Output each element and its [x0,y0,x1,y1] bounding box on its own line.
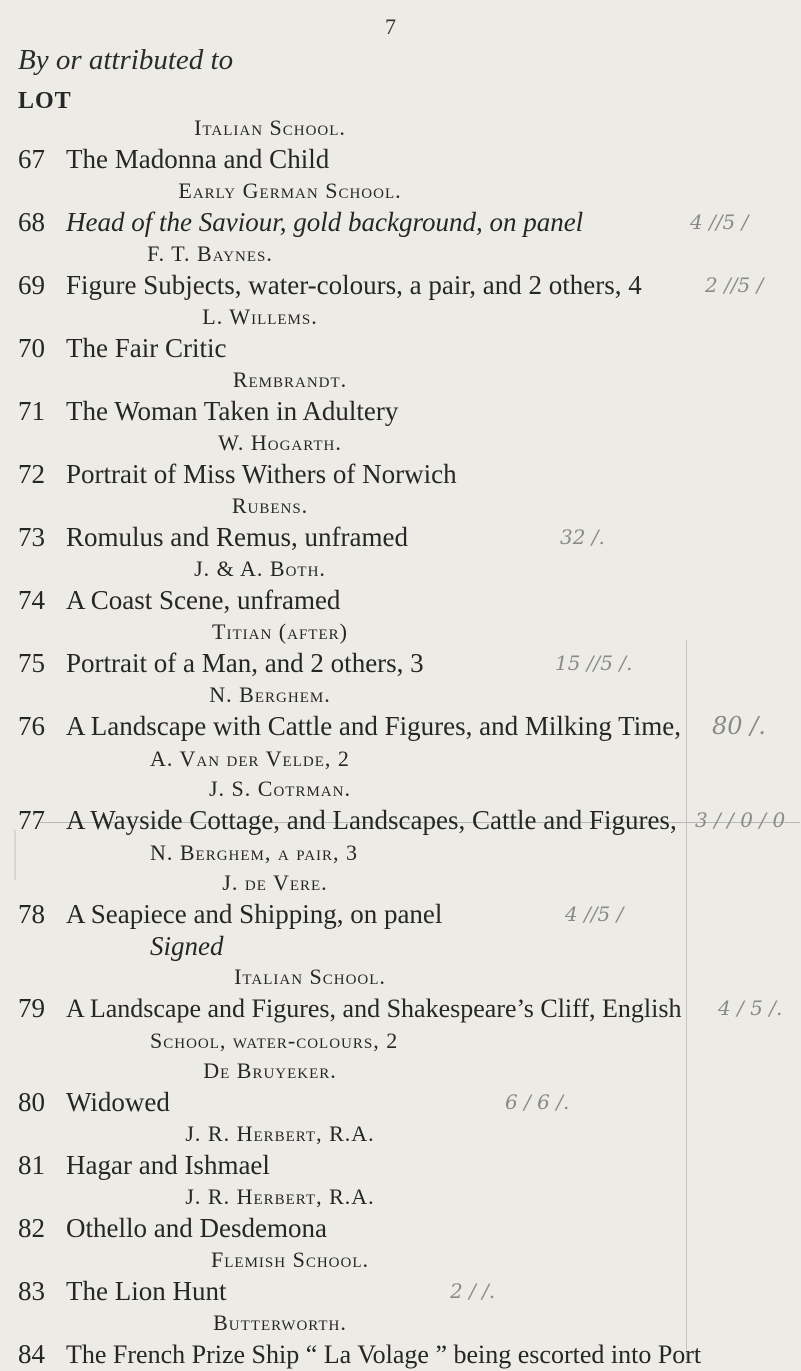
price-note: 4 //5 / [690,210,749,234]
price-note: 80 /. [712,712,766,740]
lot-76 [0,680,801,774]
lot-number: 69 [18,270,45,300]
lot-75 [0,617,801,680]
lot-number: 77 [18,805,45,835]
price-note: 6 / 6 /. [505,1090,570,1114]
lot-title: A Coast Scene, unframed [66,585,341,615]
lot-title: Figure Subjects, water-colours, a pair, and 2 others, 4 [66,270,642,300]
lot-attribution: Rembrandt. [232,367,348,392]
lot-77 [0,774,801,868]
lot-attribution: F. T. Baynes. [147,241,273,266]
lot-attribution: Italian School. [234,964,386,989]
lot-number: 76 [18,711,45,741]
price-note: 4 //5 / [565,902,624,926]
lot-attribution: J. R. Herbert, R.A. [185,1121,375,1146]
lot-attribution: De Bruyeker. [203,1058,337,1083]
lot-number: 83 [18,1276,45,1306]
lot-title: The Woman Taken in Adultery [66,396,399,426]
lot-continuation: Signed [150,931,224,961]
lot-attribution: W. Hogarth. [218,430,342,455]
lot-attribution: L. Willems. [202,304,318,329]
lot-69 [0,239,801,302]
lot-72 [0,428,801,491]
lot-attribution: N. Berghem. [209,682,331,707]
lot-title: The Fair Critic [66,333,227,363]
lot-title: A Seapiece and Shipping, on panel [66,899,443,929]
price-note: 2 / /. [450,1279,496,1303]
lot-title: A Wayside Cottage, and Landscapes, Cattle and Figures, [66,805,677,835]
lot-title: A Landscape with Cattle and Figures, and Milking Time, [66,711,681,741]
lot-title: Portrait of a Man, and 2 others, 3 [66,648,424,678]
lot-78 [0,868,801,962]
lot-67 [0,113,801,176]
lot-title: Widowed [66,1087,170,1117]
lot-continuation: School, water-colours, 2 [150,1028,399,1053]
lot-number: 68 [18,207,45,237]
lot-number: 70 [18,333,45,363]
lot-82 [0,1182,801,1245]
lot-number: 80 [18,1087,45,1117]
lot-number: 84 [18,1339,45,1369]
lot-title: Head of the Saviour, gold background, on panel [66,207,584,237]
lot-number: 75 [18,648,45,678]
lot-continuation: A. Van der Velde, 2 [150,746,350,771]
lot-attribution: J. & A. Both. [194,556,326,581]
lot-title: A Landscape and Figures, and Shakespeare’s Cliff, English [66,994,682,1023]
lot-attribution: Titian (after) [212,619,348,644]
price-note: 3 / / 0 / 0 [695,808,786,832]
lot-83 [0,1245,801,1308]
lot-number: 79 [18,993,45,1023]
lot-71 [0,365,801,428]
lot-attribution: Rubens. [231,493,309,518]
lot-attribution: J. S. Cotrman. [209,776,351,801]
lot-title: Portrait of Miss Withers of Norwich [66,459,457,489]
lot-73 [0,491,801,554]
lot-80 [0,1056,801,1119]
lot-title: The French Prize Ship “ La Volage ” being escorted into Port [66,1340,702,1369]
lot-number: 81 [18,1150,45,1180]
lot-attribution: Butterworth. [213,1310,347,1335]
lot-number: 82 [18,1213,45,1243]
lot-79 [0,962,801,1056]
lot-68 [0,176,801,239]
lot-attribution: Italian School. [194,115,346,140]
lot-number: 74 [18,585,45,615]
lot-attribution: Early German School. [178,178,402,203]
lot-title: The Madonna and Child [66,144,330,174]
lot-number: 73 [18,522,45,552]
lot-column-header: LOT [18,88,72,114]
lot-list [0,113,801,1371]
lot-title: Hagar and Ishmael [66,1150,270,1180]
lot-continuation: N. Berghem, a pair, 3 [150,840,359,865]
page-number: 7 [385,14,396,39]
lot-title: Othello and Desdemona [66,1213,327,1243]
lot-70 [0,302,801,365]
lot-title: The Lion Hunt [66,1276,227,1306]
lot-attribution: J. R. Herbert, R.A. [185,1184,375,1209]
price-note: 15 //5 /. [555,651,633,675]
lot-74 [0,554,801,617]
lot-attribution: J. de Vere. [222,870,328,895]
lot-number: 72 [18,459,45,489]
lot-81 [0,1119,801,1182]
by-line: By or attributed to [18,44,234,76]
price-note: 32 /. [560,525,605,549]
lot-number: 78 [18,899,45,929]
lot-number: 67 [18,144,45,174]
price-note: 4 / 5 /. [718,996,783,1020]
lot-title: Romulus and Remus, unframed [66,522,408,552]
lot-attribution: Flemish School. [211,1247,369,1272]
lot-number: 71 [18,396,45,426]
lot-84 [0,1308,801,1371]
price-note: 2 //5 / [705,273,764,297]
